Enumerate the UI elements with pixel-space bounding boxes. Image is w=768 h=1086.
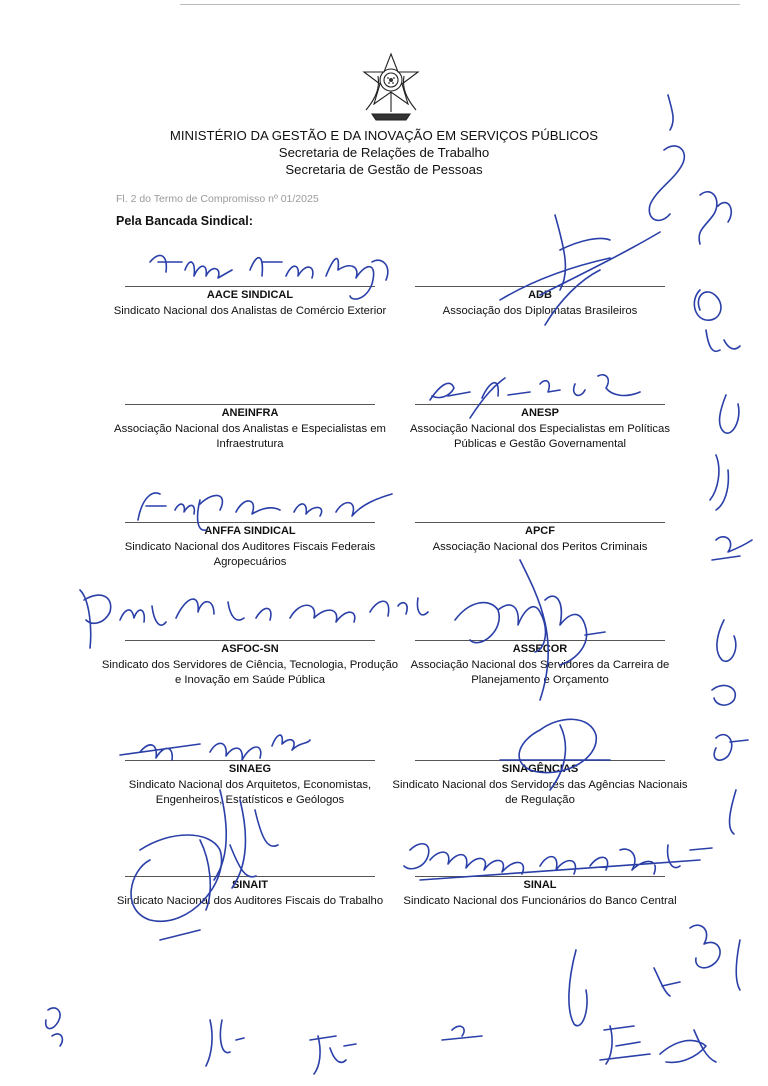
signatory-name: Sindicato Nacional dos Analistas de Comércio Exterior <box>113 305 387 317</box>
rubric-bottom-4 <box>442 1026 482 1040</box>
rubric-margin-6 <box>712 620 736 705</box>
rubric-bottom-3 <box>310 1036 356 1074</box>
signatory-name: Associação dos Diplomatas Brasileiros <box>442 305 638 317</box>
signature-line <box>415 522 665 523</box>
signature-sinal <box>404 844 712 880</box>
signature-block-anesp <box>390 404 690 452</box>
rubric-margin-4 <box>710 395 739 510</box>
signatory-name: Associação Nacional dos Servidores da Carreira de Planejamento e Orçamento <box>410 659 670 686</box>
signature-block-sinait <box>100 876 400 909</box>
coat-of-arms-icon <box>358 52 424 122</box>
signatory-name: Associação Nacional dos Peritos Criminais <box>432 541 648 553</box>
signature-block-assecor <box>390 640 690 688</box>
signature-block-sinaeg <box>100 760 400 808</box>
signature-line <box>415 760 665 761</box>
secretariat-line-1: Secretaria de Relações de Trabalho <box>278 145 490 160</box>
rubric-bottom-2 <box>206 1020 244 1066</box>
signatory-acronym: ANESP <box>521 407 559 419</box>
signature-line <box>125 286 375 287</box>
signature-block-aneinfra <box>100 404 400 452</box>
signatory-name: Sindicato Nacional dos Funcionários do Banco Central <box>403 895 677 907</box>
signatory-acronym: ASFOC-SN <box>221 643 279 655</box>
signature-line <box>415 876 665 877</box>
rubric-bottom-5 <box>569 950 680 1026</box>
signature-block-anffa <box>100 522 400 570</box>
rubric-bottom-6 <box>600 1026 716 1064</box>
signature-line <box>125 640 375 641</box>
signature-line <box>415 640 665 641</box>
signature-block-apcf <box>390 522 690 555</box>
signatory-acronym: ANFFA SINDICAL <box>204 525 296 537</box>
signatory-acronym: SINAEG <box>228 763 272 775</box>
signatory-acronym: ASSECOR <box>512 643 568 655</box>
rubric-bottom-1 <box>46 1008 63 1046</box>
signature-block-sinal <box>390 876 690 909</box>
signature-line <box>125 404 375 405</box>
signature-block-adb <box>390 286 690 319</box>
signatory-name: Sindicato Nacional dos Arquitetos, Economistas, Engenheiros, Estatísticos e Geólogos <box>128 779 372 806</box>
signatory-acronym: AACE SINDICAL <box>206 289 294 301</box>
rubric-margin-2 <box>699 192 731 244</box>
signature-sinaeg <box>120 735 310 888</box>
document-reference: Fl. 2 do Termo de Compromisso nº 01/2025 <box>116 193 319 205</box>
signatory-name: Associação Nacional dos Especialistas em Políticas Públicas e Gestão Governamental <box>410 423 670 450</box>
signatory-acronym: SINAGÊNCIAS <box>501 763 579 775</box>
rubric-margin-8 <box>690 925 740 990</box>
signature-line <box>125 760 375 761</box>
signature-block-aace <box>100 286 400 319</box>
signature-block-asfoc <box>100 640 400 688</box>
signatory-name: Sindicato Nacional dos Servidores das Agências Nacionais de Regulação <box>392 779 688 806</box>
signatory-acronym: ADB <box>528 289 552 301</box>
signatory-name: Associação Nacional dos Analistas e Especialistas em Infraestrutura <box>114 423 386 450</box>
ministry-title: MINISTÉRIO DA GESTÃO E DA INOVAÇÃO EM SERVIÇOS PÚBLICOS <box>169 128 599 143</box>
signatory-name: Sindicato dos Servidores de Ciência, Tecnologia, Produção e Inovação em Saúde Pública <box>101 659 399 686</box>
signatory-acronym: ANEINFRA <box>221 407 279 419</box>
signature-line <box>125 522 375 523</box>
rubric-margin-7 <box>714 735 748 834</box>
signatory-acronym: SINAL <box>523 879 557 891</box>
signatory-acronym: SINAIT <box>231 879 269 891</box>
rubric-margin-5 <box>712 537 752 560</box>
section-title: Pela Bancada Sindical: <box>116 214 253 228</box>
signatory-acronym: APCF <box>525 525 555 537</box>
scan-edge-line <box>180 4 740 5</box>
signature-line <box>415 286 665 287</box>
signature-line <box>125 876 375 877</box>
signature-block-sinagencias <box>390 760 690 808</box>
rubric-margin-3 <box>694 290 740 351</box>
secretariat-line-2: Secretaria de Gestão de Pessoas <box>285 162 483 177</box>
signature-line <box>415 404 665 405</box>
signatory-name: Sindicato Nacional dos Auditores Fiscais do Trabalho <box>116 895 384 907</box>
signatory-name: Sindicato Nacional dos Auditores Fiscais Federais Agropecuários <box>124 541 376 568</box>
